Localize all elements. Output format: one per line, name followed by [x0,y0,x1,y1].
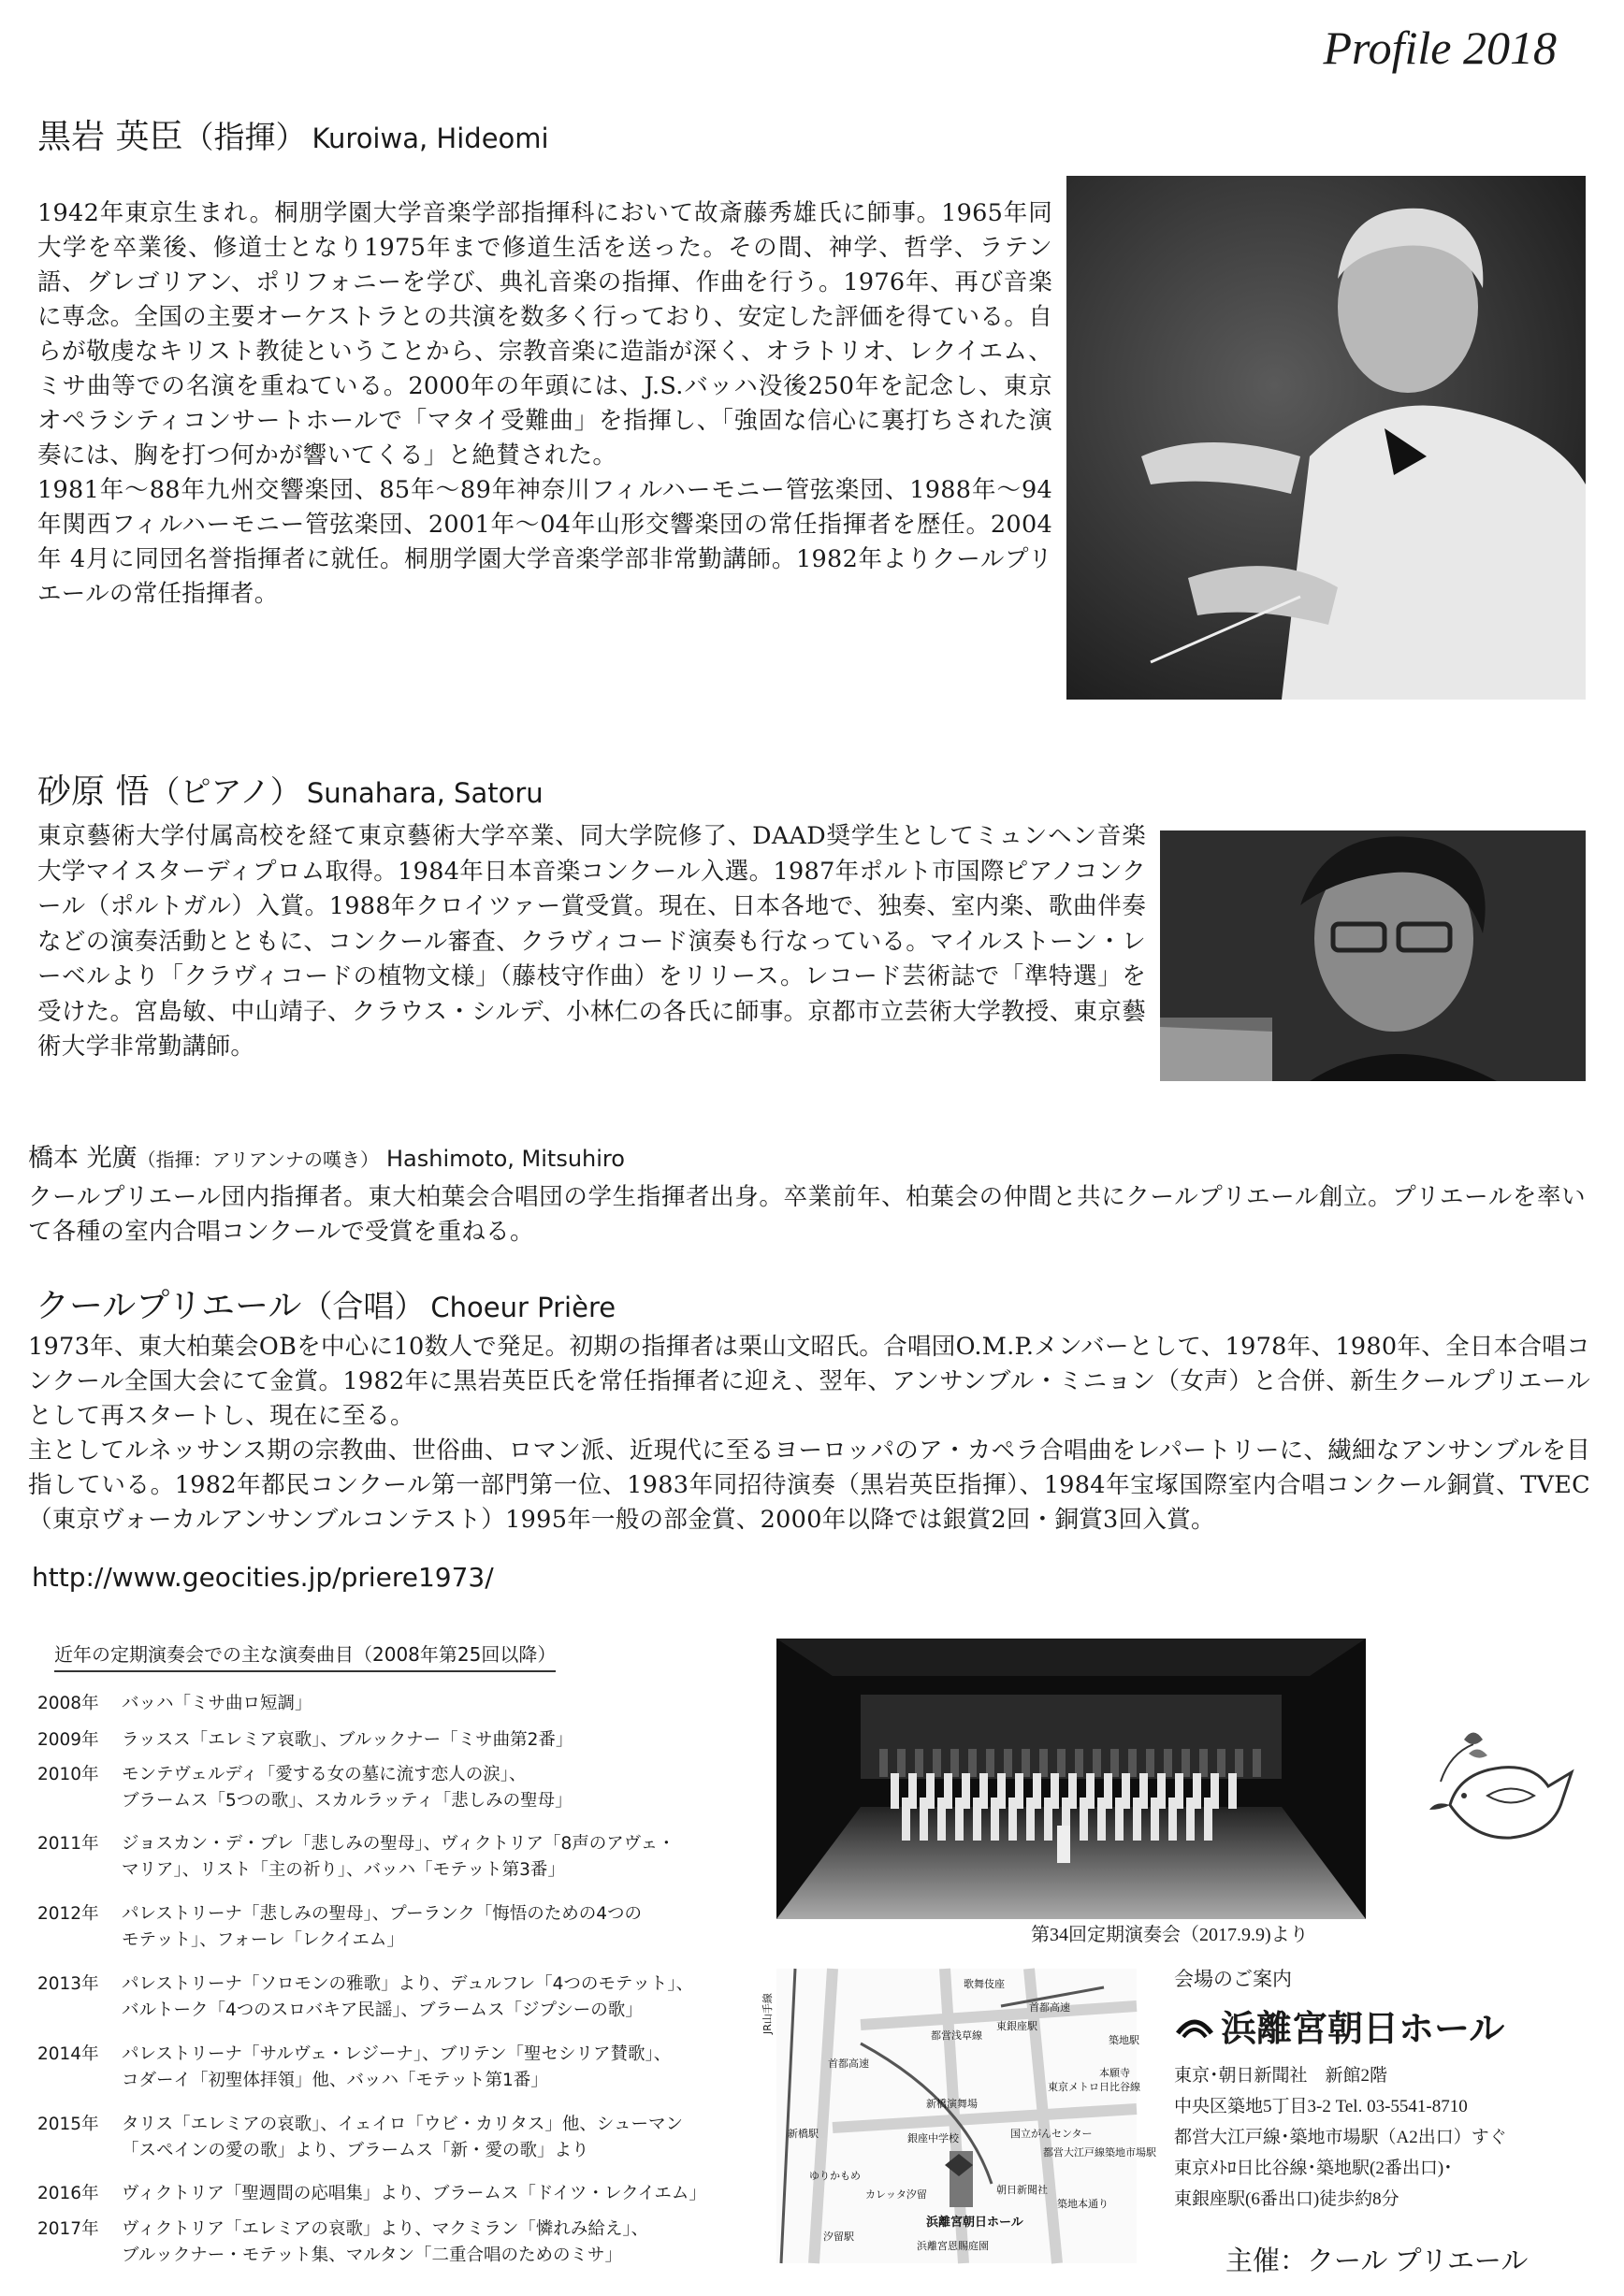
choir-singer [986,1749,994,1777]
repertoire-work-line: パレストリーナ「サルヴェ・レジーナ」、ブリテン「聖セシリア賛歌」、 [122,2044,672,2064]
repertoire-row [37,2112,702,2164]
choir-singer [1146,1749,1154,1777]
choir-singer [1128,1749,1137,1777]
concert-photo-caption: 第34回定期演奏会（2017.9.9)より [1031,1925,1309,1945]
choir-singer [955,1798,964,1841]
choir-singer [1022,1749,1030,1777]
choeur-role: （合唱） [301,1288,426,1324]
repertoire-row [37,1691,702,1717]
repertoire-work-line: パレストリーナ「悲しみの聖母」、プーランク「悔悟のための4つの [122,1904,643,1924]
map-label-caretta: カレッタ汐留 [865,2188,927,2201]
hashimoto-name-en: Hashimoto, Mitsuhiro [386,1146,625,1172]
venue-address [1174,2060,1507,2215]
repertoire-row [37,1971,702,2024]
repertoire-work-line: バルトーク「4つのスロバキア民謡」、ブラームス「ジプシーの歌」 [122,2000,643,2020]
venue-map [761,1969,1156,2263]
map-label-hibiya: 東京メトロ日比谷線 [1048,2081,1140,2093]
repertoire-year: 2015年 [37,2115,99,2134]
repertoire-work-line: ヴィクトリア「エレミアの哀歌」より、マクミラン「憐れみ給え」、 [122,2219,649,2239]
map-label-asahi: 朝日新聞社 [996,2184,1048,2196]
choir-singer [1253,1749,1261,1777]
repertoire-work-line: コダーイ「初聖体拝領」他、バッハ「モテット第1番」 [122,2071,548,2090]
repertoire-year: 2017年 [37,2219,99,2239]
map-label-shinbashi-enbujo: 新橋演舞場 [926,2098,978,2110]
asahi-logo-icon [1174,2009,1215,2043]
choir-singer [1164,1749,1172,1777]
choir-singer [891,1773,899,1809]
repertoire-works [122,2217,702,2269]
organizer: 主催：クール プリエール [1225,2246,1529,2276]
choir-singer [1115,1798,1124,1841]
choir-singer [897,1749,906,1777]
repertoire-works [122,1831,702,1884]
sunahara-name-jp: 砂原 悟 [37,773,150,811]
repertoire-work-line: ヴィクトリア「聖週間の応唱集」より、ブラームス「ドイツ・レクイエム」 [122,2184,706,2203]
map-label-tsukiji-road: 築地本通り [1057,2198,1109,2210]
kuroiwa-name-jp: 黒岩 英臣 [37,118,183,156]
kuroiwa-heading [37,110,549,158]
choir-singer [1044,1798,1052,1841]
choir-singer [1080,1798,1088,1841]
choir-singer [991,1798,999,1841]
repertoire-year: 2009年 [37,1730,99,1750]
venue-info [1174,1964,1507,2215]
map-label-hongwanji: 本願寺 [1099,2067,1130,2079]
choir-singer [1039,1749,1048,1777]
repertoire-work-line: ラッスス「エレミア哀歌」、ブルックナー「ミサ曲第2番」 [122,1730,573,1750]
choir-singer [879,1749,888,1777]
choeur-bio [28,1330,1590,1538]
choir-singer [968,1749,977,1777]
repertoire-work-line: バッハ「ミサ曲ロ短調」 [122,1694,312,1713]
choir-singer [1133,1798,1141,1841]
repertoire-year: 2012年 [37,1904,99,1924]
choeur-name-jp: クールプリエール [36,1287,302,1325]
repertoire-works [122,1762,702,1814]
choir-singer [1186,1798,1195,1841]
choeur-heading [36,1279,616,1327]
repertoire-work-line: タリス「エレミアの哀歌」、イェイロ「ウビ・カリタス」他、シューマン [122,2115,684,2134]
choir-singer [933,1749,941,1777]
sunahara-bio [37,819,1146,1065]
kuroiwa-bio-p2: 1981年～88年九州交響楽団、85年～89年神奈川フィルハーモニー管弦楽団、1988年～94年関西フィルハーモニー管弦楽団、2001年～04年山形交響楽団の常任指揮者を歴任。2004年 4月に同団名誉指揮者に就任。桐朋学園大学音楽学部非常勤講師。1982年よりクールプリエールの常任指揮者。 [37,476,1052,608]
repertoire-year: 2011年 [37,1834,99,1854]
choir-singer [1008,1798,1017,1841]
venue-title: 会場のご案内 [1174,1968,1292,1990]
map-label-hall: 浜離宮朝日ホール [926,2216,1023,2230]
repertoire-work-line: ジョスカン・デ・プレ「悲しみの聖母」、ヴィクトリア「8声のアヴェ・ [122,1834,675,1854]
choir-singer [1093,1749,1101,1777]
choir-singer [920,1798,928,1841]
venue-address-line: 東銀座駅(6番出口)徒歩約8分 [1174,2189,1399,2209]
choir-singer [1168,1798,1177,1841]
choir-singer [1057,1749,1066,1777]
map-label-shinbashi: 新橋駅 [788,2128,819,2140]
choir-singer [902,1798,910,1841]
choir-singer [1110,1749,1119,1777]
repertoire-works [122,2042,702,2094]
choir-singer [915,1749,923,1777]
choir-singer [1217,1749,1225,1777]
choir-singer [1151,1798,1159,1841]
hashimoto-name-jp: 橋本 光廣 [28,1144,138,1173]
repertoire-year: 2008年 [37,1694,99,1713]
repertoire-row [37,1831,702,1884]
choir-singer [937,1798,946,1841]
choir-singer [950,1749,959,1777]
repertoire-work-line: マリア」、リスト「主の祈り」、バッハ「モテット第3番」 [122,1860,565,1880]
repertoire-row [37,1901,702,1954]
repertoire-row [37,2181,706,2207]
map-label-jr: JR山手線 [761,1993,774,2034]
repertoire-work-line: モンテヴェルディ「愛する女の墓に流す恋人の涙」、 [122,1765,527,1784]
repertoire-work-line: ブラームス「5つの歌」、スカルラッティ「悲しみの聖母」 [122,1791,573,1811]
choir-singer [1235,1749,1243,1777]
map-label-kokuritsu: 国立がんセンター [1010,2128,1093,2140]
choir-singer [1075,1749,1083,1777]
kuroiwa-name-en: Kuroiwa, Hideomi [312,123,549,154]
repertoire-year: 2013年 [37,1974,99,1994]
venue-address-line: 都営大江戸線･築地市場駅（A2出口）すぐ [1174,2128,1507,2147]
kuroiwa-bio [37,196,1052,612]
map-label-ginza-school: 銀座中学校 [907,2132,959,2144]
choir-singer [1228,1773,1237,1809]
sunahara-heading [37,765,544,813]
repertoire-year: 2014年 [37,2044,99,2064]
repertoire-row [37,2217,702,2269]
repertoire-work-line: パレストリーナ「ソロモンの雅歌」より、デュルフレ「4つのモテット」、 [122,1974,694,1994]
hashimoto-bio-p1: クールプリエール団内指揮者。東大柏葉会合唱団の学生指揮者出身。卒業前年、柏葉会の仲間と共にクールプリエール創立。プリエールを率いて各種の室内合唱コンクールで受賞を重ねる。 [28,1183,1586,1246]
hashimoto-bio [28,1180,1586,1249]
map-label-higashiginza: 東銀座駅 [996,2020,1037,2032]
venue-logo-text: 浜離宮朝日ホール [1221,2008,1505,2049]
sunahara-bio-p1: 東京藝術大学付属高校を経て東京藝術大学卒業、同大学院修了、DAAD奨学生としてミュンヘン音楽大学マイスターディプロム取得。1984年日本音楽コンクール入選。1987年ポルト市国際ピアノコンクール（ポルトガル）入賞。1988年クロイツァー賞受賞。現在、日本各地で、独奏、室内楽、歌曲伴奏などの演奏活動とともに、コンクール審査、クラヴィコード演奏も行なっている。マイルストーン・レーベルより「クラヴィコードの植物文様」（藤枝守作曲）をリリース。レコード芸術誌で「準特選」を受けた。宮島敏、中山靖子、クラウス・シルデ、小林仁の各氏に師事。京都市立芸術大学教授、東京藝術大学非常勤講師。 [37,822,1146,1061]
venue-address-line: 中央区築地5丁目3-2 Tel. 03-5541-8710 [1174,2097,1468,2116]
choir-singer [1199,1749,1208,1777]
page-title: Profile 2018 [1323,22,1557,74]
repertoire-works [122,1971,702,2024]
repertoire-year: 2016年 [37,2184,99,2203]
map-label-teien: 浜離宮恩賜庭園 [917,2240,989,2252]
hashimoto-role: （指揮：アリアンナの嘆き） [137,1148,379,1171]
map-label-tsukiji-stn: 築地駅 [1109,2034,1139,2046]
choeur-name-en: Choeur Prière [430,1292,616,1323]
dove-illustration [1422,1716,1581,1856]
repertoire-year: 2010年 [37,1765,99,1784]
map-label-kabukiza: 歌舞伎座 [964,1978,1005,1990]
concert-photo [776,1639,1366,1919]
choir-singer [973,1798,981,1841]
sunahara-photo [1160,830,1586,1081]
repertoire-works [122,1691,702,1717]
kuroiwa-bio-p1: 1942年東京生まれ。桐朋学園大学音楽学部指揮科において故斎藤秀雄氏に師事。1965年同大学を卒業後、修道士となり1975年まで修道生活を送った。その間、神学、哲学、ラテン語、グレゴリアン、ポリフォニーを学び、典礼音楽の指揮、作曲を行う。1976年、再び音楽に専念。全国の主要オーケストラとの共演を数多く行っており、安定した評価を得ている。自らが敬虔なキリスト教徒ということから、宗教音楽に造詣が深く、オラトリオ、レクイエム、ミサ曲等での名演を重ねている。2000年の年頭には、J.S.バッハ没後250年を記念し、東京オペラシティコンサートホールで「マタイ受難曲」を指揮し、「強固な信心に裏打ちされた演奏には、胸を打つ何かが響いてくる」と絶賛された。 [37,199,1052,469]
choir-singer [1026,1798,1035,1841]
repertoire-work-line: ブルックナー・モテット集、マルタン「二重合唱のためのミサ」 [122,2245,623,2265]
choir-singer [1182,1749,1190,1777]
repertoire-works [122,1727,702,1754]
sunahara-role: （ピアノ） [149,773,301,810]
choeur-bio-p1: 1973年、東大柏葉会OBを中心に10数人で発足。初期の指揮者は栗山文昭氏。合唱団O.M.P.メンバーとして、1978年、1980年、全日本合唱コンクール全国大会にて金賞。1982年に黒岩英臣氏を常任指揮者に迎え、翌年、アンサンブル・ミニョン（女声）と合併、新生クールプリエールとして再スタートし、現在に至る。 [28,1333,1590,1430]
hashimoto-heading [28,1137,625,1174]
choir-singer [1097,1798,1106,1841]
repertoire-row [37,2042,702,2094]
choeur-url-link[interactable]: http://www.geocities.jp/priere1973/ [32,1562,494,1593]
map-label-shuto2: 首都高速 [828,2058,869,2070]
kuroiwa-photo [1066,176,1586,700]
choir-singer [1004,1749,1012,1777]
repertoire-row [37,1762,702,1814]
venue-address-line: 東京ﾒﾄﾛ日比谷線･築地駅(2番出口)･ [1174,2159,1453,2178]
sunahara-name-en: Sunahara, Satoru [306,777,544,809]
repertoire-works [122,2112,702,2164]
repertoire-work-line: モテット」、フォーレ「レクイエム」 [122,1930,404,1950]
map-label-yurikamome: ゆりかもめ [809,2170,861,2182]
map-label-shuto1: 首都高速 [1029,2001,1070,2014]
choeur-bio-p2: 主としてルネッサンス期の宗教曲、世俗曲、ロマン派、近現代に至るヨーロッパのア・カペラ合唱曲をレパートリーに、繊細なアンサンブルを目指している。1982年都民コンクール第一部門第一位、1983年同招待演奏（黒岩英臣指揮）、1984年宝塚国際室内合唱コンクール銅賞、TVEC（東京ヴォーカルアンサンブルコンテスト）1995年一般の部金賞、2000年以降では銀賞2回・銅賞3回入賞。 [28,1437,1590,1534]
map-label-asakusa: 都営浅草線 [931,2029,982,2042]
repertoire-works [122,2181,706,2207]
repertoire-title: 近年の定期演奏会での主な演奏曲目（2008年第25回以降） [54,1639,556,1672]
repertoire-row [37,1727,702,1754]
map-label-shiodome: 汐留駅 [823,2231,854,2243]
repertoire-work-line: 「スペインの愛の歌」より、ブラームス「新・愛の歌」より [122,2141,589,2160]
repertoire-works [122,1901,702,1954]
venue-address-line: 東京･朝日新聞社 新館2階 [1174,2066,1388,2086]
kuroiwa-role: （指揮） [182,119,307,155]
venue-logo [1174,2000,1507,2051]
choir-singer [1204,1798,1212,1841]
map-label-oedo: 都営大江戸線築地市場駅 [1043,2146,1156,2159]
